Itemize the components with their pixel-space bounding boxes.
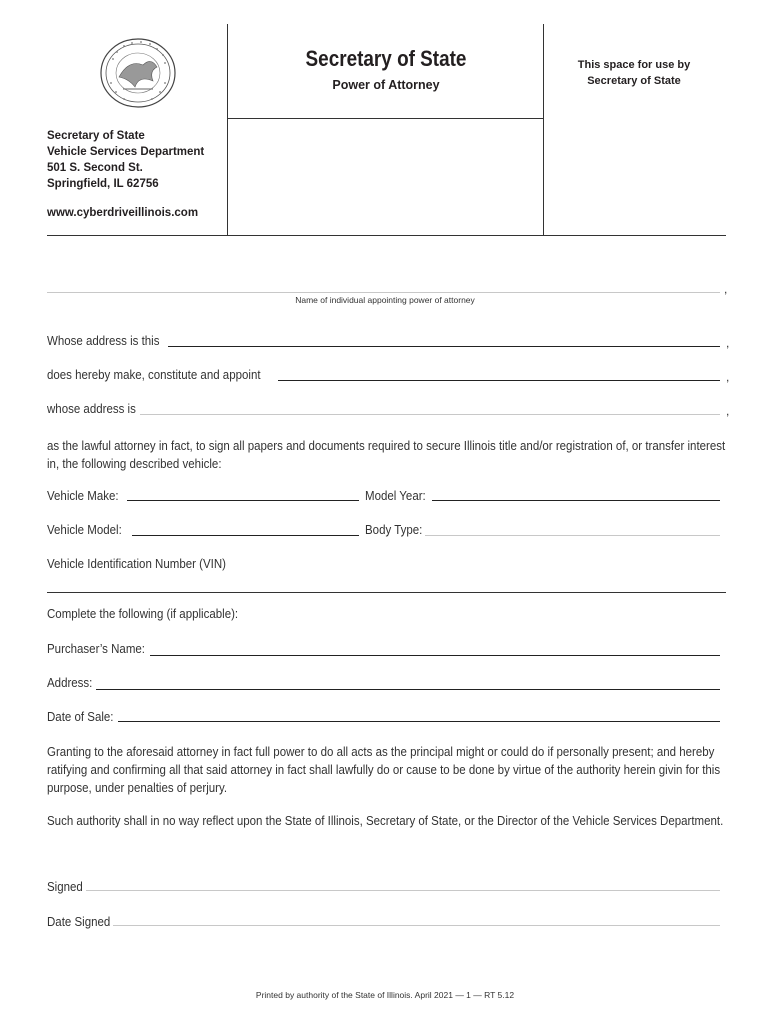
header-divider-right	[543, 24, 544, 236]
mailing-address	[47, 128, 204, 192]
model-year-field[interactable]	[432, 500, 720, 501]
attorney-address-label: whose address is	[47, 402, 136, 416]
signed-label: Signed	[47, 880, 83, 894]
date-of-sale-label: Date of Sale:	[47, 710, 114, 724]
appointer-name-caption: Name of individual appointing power of attorney	[295, 295, 475, 305]
comma: ,	[724, 282, 728, 296]
date-signed-field[interactable]	[113, 925, 720, 926]
appointer-address-field[interactable]	[168, 346, 720, 347]
header-bottom-rule	[47, 235, 726, 236]
office-use-line1: This space for use by	[577, 59, 691, 71]
vehicle-model-field[interactable]	[132, 535, 359, 536]
whose-address-label: Whose address is this	[47, 334, 160, 348]
section-divider	[47, 592, 726, 593]
website: www.cyberdriveillinois.com	[47, 207, 199, 219]
form-subtitle: Power of Attorney	[332, 78, 440, 92]
vehicle-make-field[interactable]	[127, 500, 359, 501]
body-type-label: Body Type:	[365, 523, 423, 537]
signature-field[interactable]	[86, 890, 720, 891]
vin-label: Vehicle Identification Number (VIN)	[47, 557, 226, 571]
lawful-attorney-paragraph: as the lawful attorney in fact, to sign all papers and documents required to secure Illinois title and/or registration of, or transfer interest in, the following described vehicle:	[47, 439, 726, 471]
purchaser-address-label: Address:	[47, 676, 93, 690]
comma: ,	[726, 404, 730, 418]
granting-paragraph: Granting to the aforesaid attorney in fact full power to do all acts as the principal might or could do if personally present; and hereby ratifying and confirming all that said attorney in fact shall lawfully do or cause to be done by virtue of the authority herein givin for this purpose, under penalties of perjury.	[47, 745, 721, 795]
appointer-name-field[interactable]	[47, 292, 720, 293]
comma: ,	[726, 336, 730, 350]
purchaser-address-field[interactable]	[96, 689, 720, 690]
appoint-label: does hereby make, constitute and appoint	[47, 368, 261, 382]
vehicle-make-label: Vehicle Make:	[47, 489, 119, 503]
attorney-name-field[interactable]	[278, 380, 720, 381]
body-type-field[interactable]	[425, 535, 720, 536]
office-use-note	[548, 57, 720, 89]
header-divider-left	[227, 24, 228, 236]
address-line: Secretary of State	[47, 130, 145, 142]
state-seal-icon	[99, 37, 177, 109]
vehicle-model-label: Vehicle Model:	[47, 523, 122, 537]
purchaser-name-label: Purchaser’s Name:	[47, 642, 146, 656]
comma: ,	[726, 370, 730, 384]
address-line: Vehicle Services Department	[47, 146, 205, 158]
attorney-address-field[interactable]	[140, 414, 720, 415]
date-of-sale-field[interactable]	[118, 721, 720, 722]
model-year-label: Model Year:	[365, 489, 426, 503]
purchaser-name-field[interactable]	[150, 655, 720, 656]
authority-paragraph: Such authority shall in no way reflect upon the State of Illinois, Secretary of State, or the Director of the Vehicle Services Department.	[47, 814, 724, 828]
section-heading: Complete the following (if applicable):	[47, 607, 239, 621]
header-title-underline	[227, 118, 544, 119]
page-title: Secretary of State	[305, 46, 467, 71]
address-line: Springfield, IL 62756	[47, 178, 159, 190]
office-use-line2: Secretary of State	[587, 75, 681, 87]
date-signed-label: Date Signed	[47, 915, 111, 929]
footer-note: Printed by authority of the State of Illinois. April 2021 — 1 — RT 5.12	[255, 990, 515, 1000]
address-line: 501 S. Second St.	[47, 162, 143, 174]
